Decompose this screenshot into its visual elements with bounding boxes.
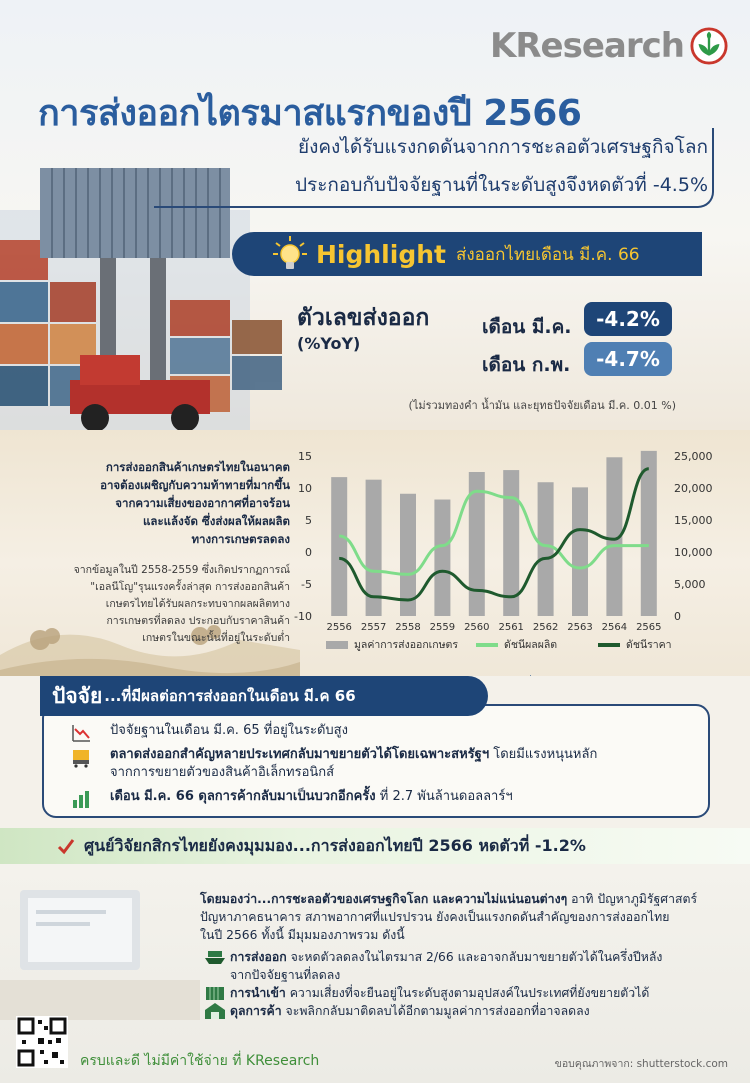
image-credit: ขอบคุณภาพจาก: shutterstock.com [554,1058,728,1070]
bullet-text: จะพลิกกลับมาติดลบได้อีกตามมูลค่าการส่งออกที่อาจลดลง [281,1004,590,1018]
container-icon [204,984,226,1002]
trend-down-icon [70,722,92,744]
chart-bar [538,482,554,616]
highlight-word: Highlight [316,239,446,269]
right-axis-tick-label: 0 [674,610,681,623]
export-value-feb: -4.7% [584,342,672,376]
outlook-paragraph-text: อาทิ ปัญหาภูมิรัฐศาสตร์ [567,892,698,906]
right-axis-tick-label: 5,000 [674,578,706,591]
factor-bold-text: เดือน มี.ค. 66 ดุลการค้ากลับมาเป็นบวกอีกครั้ง [110,789,376,804]
chart-bar [572,487,588,616]
subtitle-line-2: ประกอบกับปัจจัยฐานที่ในระดับสูงจึงหดตัวที่ -4.5% [294,174,708,196]
x-axis-tick-label: 2559 [429,622,456,633]
x-axis-tick-label: 2564 [601,622,628,633]
outlook-paragraph-line: ในปี 2566 ทั้งนี้ มีมุมมองภาพรวม ดังนี้ [200,928,405,942]
bullet-text-continued: จากปัจจัยฐานที่ลดลง [230,968,341,982]
factor-text: ปัจจัยฐานในเดือน มี.ค. 65 ที่อยู่ในระดับสูง [110,723,348,738]
agri-text-block [14,458,290,647]
x-axis-tick-label: 2558 [395,622,421,633]
month-label-mar: เดือน มี.ค. [482,316,572,338]
outlook-paragraph-bold: โดยมองว่า...การชะลอตัวของเศรษฐกิจโลก และความไม่แน่นอนต่างๆ [200,892,568,906]
month-label-feb: เดือน ก.พ. [482,354,571,376]
page-title: การส่งออกไตรมาสแรกของปี 2566 [38,93,582,134]
export-value-mar: -4.2% [584,302,672,336]
office-desk-image [0,870,200,1020]
left-axis-tick-label: -5 [301,578,312,591]
left-axis-tick-label: 5 [305,514,312,527]
left-axis-tick-label: 0 [305,546,312,559]
lightbulb-icon [270,234,310,274]
chart-bar [331,477,347,616]
outlook-bullet [204,948,724,984]
left-axis-tick-label: 10 [298,482,312,495]
x-axis-tick-label: 2562 [532,622,559,633]
factors-tab-subtitle: ...ที่มีผลต่อการส่งออกในเดือน มี.ค 66 [104,687,356,705]
outlook-bullet [204,1002,724,1020]
right-axis-tick-label: 15,000 [674,514,713,527]
kresearch-logo [490,26,728,66]
left-axis-tick-label: 15 [298,450,312,463]
agri-bold-line: และแล้งจัด ซึ่งส่งผลให้ผลผลิต [143,514,290,528]
highlight-subtitle: ส่งออกไทยเดือน มี.ค. 66 [455,244,640,265]
chart-bar [434,500,450,616]
logo-text: KResearch [490,26,684,66]
outlook-paragraph-line: ปัญหาภาคธนาคาร สภาพอากาศที่แปรปรวน ยังคงเป็นแรงกดดันสำคัญของการส่งออกไทย [200,910,670,924]
agri-bold-line: จากความเสี่ยงของอากาศที่อาจร้อน [115,496,290,510]
export-figures-label: ตัวเลขส่งออก [297,305,430,331]
kasikorn-leaf-icon [690,27,728,65]
x-axis-tick-label: 2565 [636,622,662,633]
highlight-bar [232,232,702,276]
legend-label: ดัชนีผลผลิต [504,639,558,651]
cargo-icon [70,746,92,768]
outlook-banner-text: ศูนย์วิจัยกสิกรไทยยังคงมุมมอง...การส่งออกไทยปี 2566 หดตัวที่ -1.2% [84,836,586,855]
factor-text: ที่ 2.7 พันล้านดอลลาร์ฯ [375,789,513,804]
right-axis-tick-label: 10,000 [674,546,713,559]
factor-item [70,722,348,744]
bullet-bold: ดุลการค้า [230,1004,282,1018]
qr-code[interactable] [16,1016,68,1068]
bullet-bold: การนำเข้า [230,986,286,1000]
subtitle-line-1: ยังคงได้รับแรงกดดันจากการชะลอตัวเศรษฐกิจโลก [297,136,708,158]
agri-body-line: เกษตรไทยได้รับผลกระทบจากผลผลิตทาง [105,598,290,610]
left-axis-tick-label: -10 [294,610,312,623]
chart-series-line [339,469,649,600]
subtitle-box [154,128,714,208]
factors-tab-title: ปัจจัย [52,683,103,708]
outlook-paragraph [200,890,720,944]
x-axis-tick-label: 2563 [567,622,593,633]
ship-icon [204,948,226,966]
x-axis-tick-label: 2561 [498,622,524,633]
chart-series-line [339,491,649,574]
agri-export-chart [288,444,744,674]
factor-text-continued: จากการขยายตัวของสินค้าอิเล็กทรอนิกส์ [110,765,335,780]
factor-text: โดยมีแรงหนุนหลัก [489,747,598,762]
bar-chart-icon [70,788,92,810]
legend-label: มูลค่าการส่งออกเกษตร [354,639,459,651]
right-axis-tick-label: 20,000 [674,482,713,495]
agri-body-line: จากข้อมูลในปี 2558-2559 ซึ่งเกิดปรากฏการณ์ [73,564,290,576]
chart-bar [641,451,657,616]
agri-body-line: การเกษตรที่ลดลง ประกอบกับราคาสินค้า [106,615,290,627]
bullet-bold: การส่งออก [230,950,287,964]
bullet-text: ความเสี่ยงที่จะยืนอยู่ในระดับสูงตามอุปสงค์ในประเทศที่ยังขยายตัวได้ [285,986,650,1000]
legend-swatch [326,641,348,649]
x-axis-tick-label: 2556 [326,622,352,633]
factor-item [70,746,597,782]
agri-bold-line: ทางการเกษตรลดลง [191,532,290,546]
agri-body-text [14,562,290,647]
factors-tab [40,676,488,716]
legend-label: ดัชนีราคา [626,639,672,651]
outlook-bullet [204,984,724,1002]
warehouse-icon [204,1002,226,1020]
agri-body-line: "เอลนีโญ"รุนแรงครั้งล่าสุด การส่งออกสินค้า [90,581,290,593]
x-axis-tick-label: 2557 [360,622,387,633]
check-mark-icon [56,836,76,856]
right-axis-tick-label: 25,000 [674,450,713,463]
factor-item [70,788,513,810]
agri-body-line: เกษตรในขณะนั้นที่อยู่ในระดับต่ำ [142,632,290,644]
agri-bold-line: การส่งออกสินค้าเกษตรไทยในอนาคต [105,460,290,474]
export-note: (ไม่รวมทองคำ น้ำมัน และยุทธปัจจัยเดือน มี.ค. 0.01 %) [408,399,676,412]
footer-slogan: ครบและดี ไม่มีค่าใช้จ่าย ที่ KResearch [80,1053,320,1069]
factor-bold-text: ตลาดส่งออกสำคัญหลายประเทศกลับมาขยายตัวได้โดยเฉพาะสหรัฐฯ [110,747,490,762]
bullet-text: จะหดตัวลดลงในไตรมาส 2/66 และอาจกลับมาขยายตัวได้ในครึ่งปีหลัง [286,950,663,964]
agri-bold-line: อาจต้องเผชิญกับความท้าทายที่มากขึ้น [100,478,290,492]
export-figures-unit: (%YoY) [297,334,361,353]
x-axis-tick-label: 2560 [464,622,490,633]
